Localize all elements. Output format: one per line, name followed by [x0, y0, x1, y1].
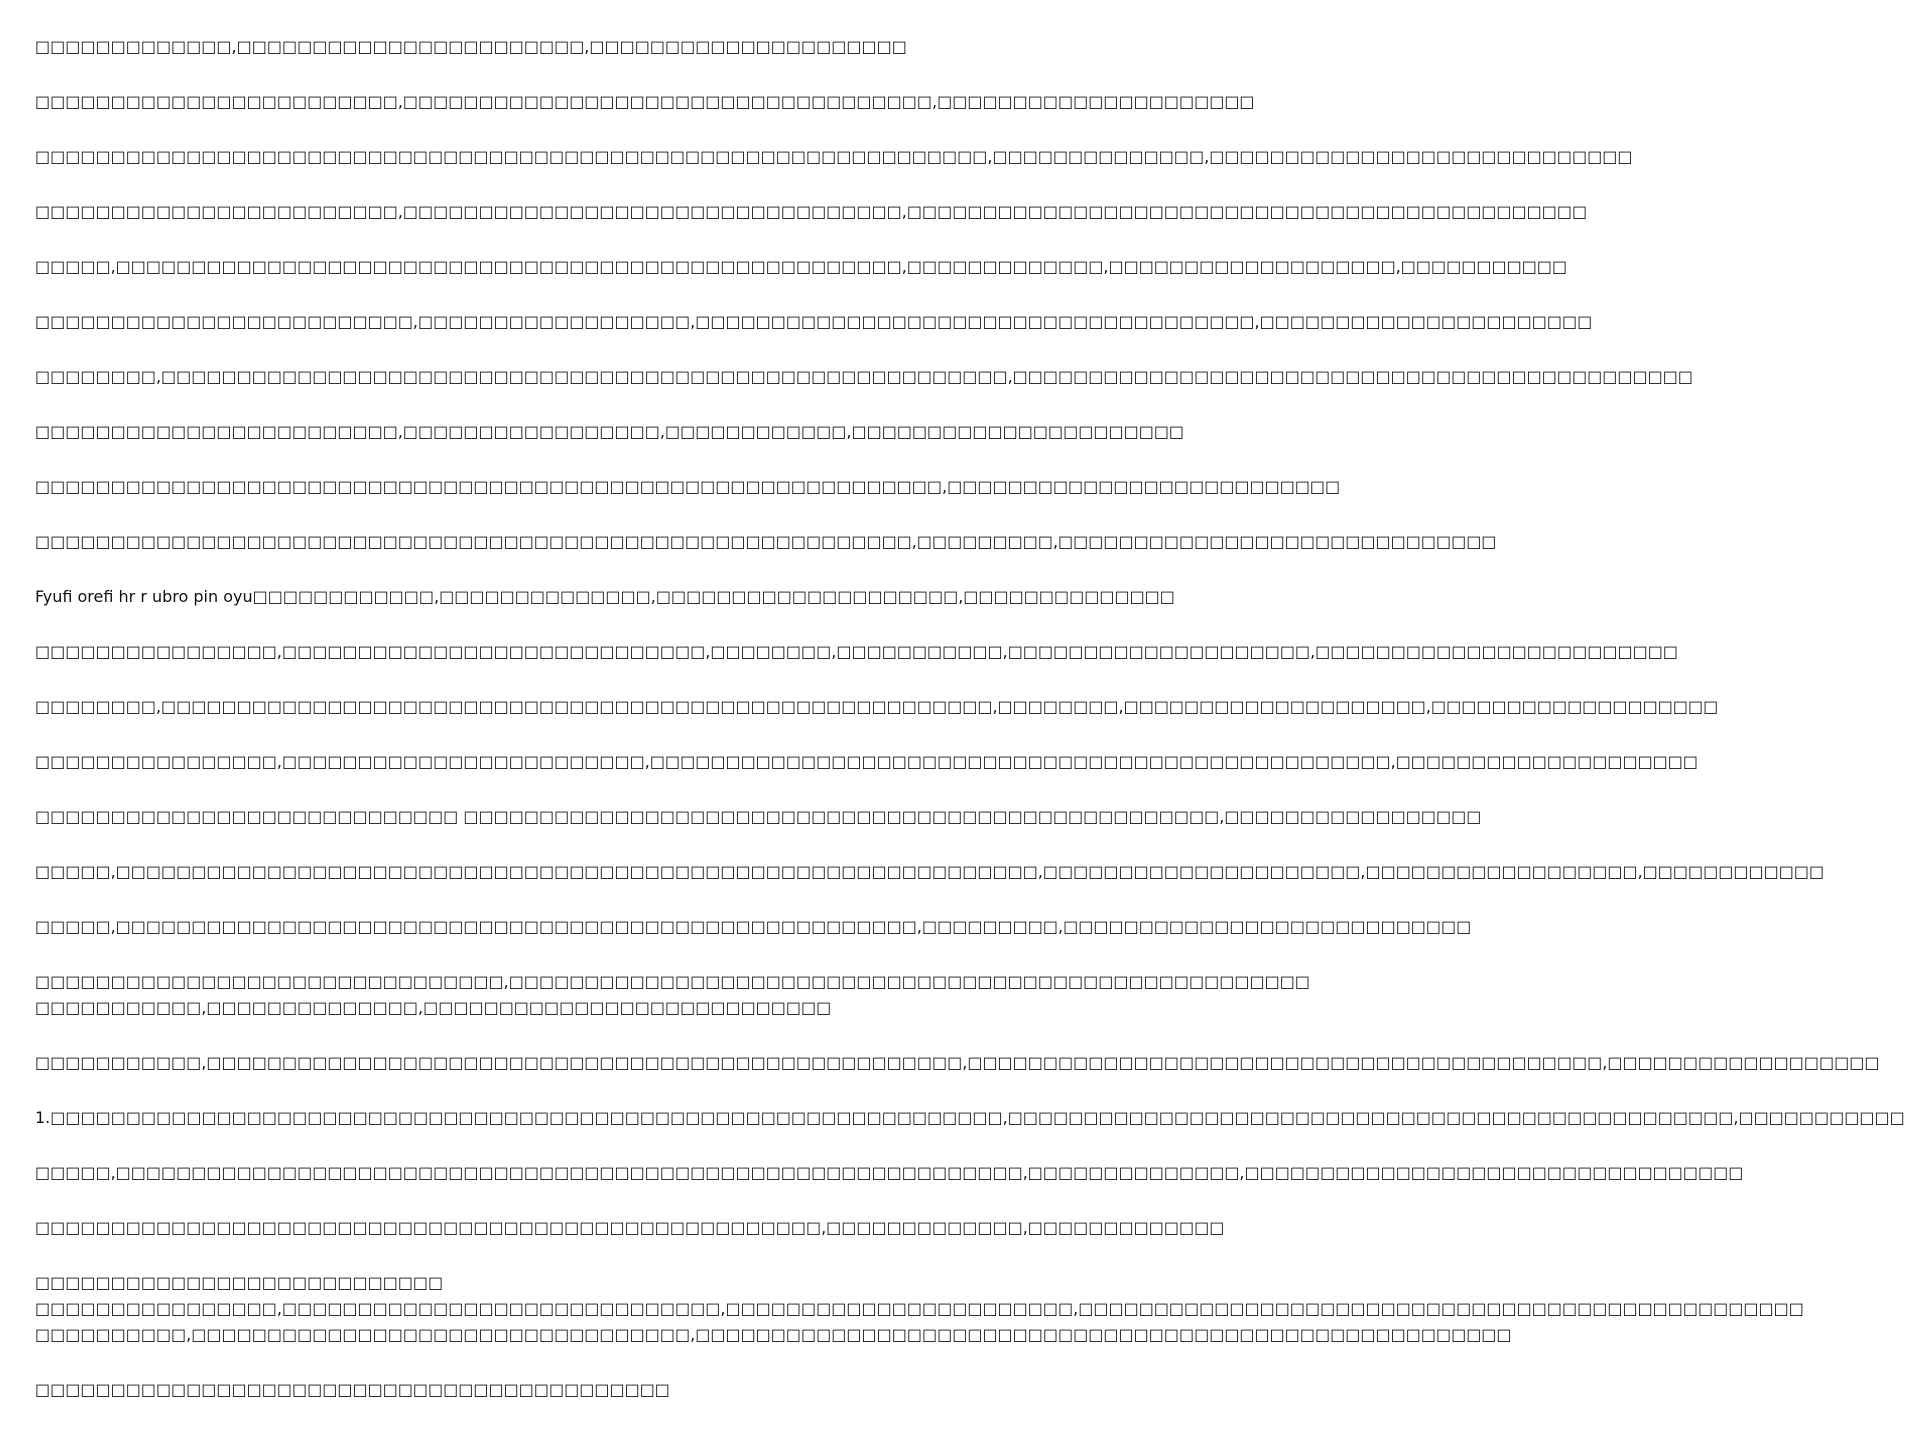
paragraph-2: □□□□□□□□□□□□□□□□□□□□□□□□,□□□□□□□□□□□□□□□□□□□□□□□□□□□□□□□□□□□,□□□□□□□□□□□□□□□□□□□□□	[35, 92, 1255, 111]
document-page	[35, 34, 1905, 1403]
paragraph-20: 1.□□□□□□□□□□□□□□□□□□□□□□□□□□□□□□□□□□□□□□□□□□□□□□□□□□□□□□□□□□□□□□□,□□□□□□□□□□□□□□□□□□□□□□□□□□□□□□□□□□□□□□□□□□□□□□□□,□□□□□□□□□□□	[35, 1108, 1905, 1127]
paragraph-5: □□□□□,□□□□□□□□□□□□□□□□□□□□□□□□□□□□□□□□□□□□□□□□□□□□□□□□□□□□,□□□□□□□□□□□□□,□□□□□□□□□□□□□□□□□□□,□□□□□□□□□□□	[35, 257, 1568, 276]
paragraph-12: □□□□□□□□□□□□□□□□,□□□□□□□□□□□□□□□□□□□□□□□□□□□□,□□□□□□□□,□□□□□□□□□□□,□□□□□□□□□□□□□□□□□□□□,□□□□□□□□□□□□□□□□□□□□□□□□	[35, 642, 1678, 661]
paragraph-21: □□□□□,□□□□□□□□□□□□□□□□□□□□□□□□□□□□□□□□□□□□□□□□□□□□□□□□□□□□□□□□□□□□,□□□□□□□□□□□□□□,□□□□□□□□□□□□□□□□□□□□□□□□□□□□□□□□□	[35, 1163, 1744, 1182]
paragraph-4: □□□□□□□□□□□□□□□□□□□□□□□□,□□□□□□□□□□□□□□□□□□□□□□□□□□□□□□□□□,□□□□□□□□□□□□□□□□□□□□□□□□□□□□□□□□□□□□□□□□□□□□□	[35, 202, 1588, 221]
paragraph-6: □□□□□□□□□□□□□□□□□□□□□□□□□,□□□□□□□□□□□□□□□□□□,□□□□□□□□□□□□□□□□□□□□□□□□□□□□□□□□□□□□□,□□□□□□□□□□□□□□□□□□□□□□	[35, 312, 1593, 331]
paragraph-17: □□□□□,□□□□□□□□□□□□□□□□□□□□□□□□□□□□□□□□□□□□□□□□□□□□□□□□□□□□□,□□□□□□□□□,□□□□□□□□□□□□□□□□□□□□□□□□□□□	[35, 917, 1472, 936]
paragraph-22: □□□□□□□□□□□□□□□□□□□□□□□□□□□□□□□□□□□□□□□□□□□□□□□□□□□□,□□□□□□□□□□□□□,□□□□□□□□□□□□□	[35, 1218, 1225, 1237]
paragraph-19: □□□□□□□□□□□,□□□□□□□□□□□□□□□□□□□□□□□□□□□□□□□□□□□□□□□□□□□□□□□□□□,□□□□□□□□□□□□□□□□□□□□□□□□□□□□□□□□□□□□□□□□□□,□□□□□□□□□□□□□□□□□□	[35, 1053, 1880, 1072]
paragraph-10: □□□□□□□□□□□□□□□□□□□□□□□□□□□□□□□□□□□□□□□□□□□□□□□□□□□□□□□□□□,□□□□□□□□□,□□□□□□□□□□□□□□□□□□□□□□□□□□□□□	[35, 532, 1497, 551]
paragraph-15: □□□□□□□□□□□□□□□□□□□□□□□□□□□□ □□□□□□□□□□□□□□□□□□□□□□□□□□□□□□□□□□□□□□□□□□□□□□□□□□,□□□□□□□□□□□□□□□□□	[35, 807, 1482, 826]
paragraph-14: □□□□□□□□□□□□□□□□,□□□□□□□□□□□□□□□□□□□□□□□□,□□□□□□□□□□□□□□□□□□□□□□□□□□□□□□□□□□□□□□□□□□□□□□□□□,□□□□□□□□□□□□□□□□□□□□	[35, 752, 1699, 771]
paragraph-3: □□□□□□□□□□□□□□□□□□□□□□□□□□□□□□□□□□□□□□□□□□□□□□□□□□□□□□□□□□□□□□□,□□□□□□□□□□□□□□,□□□□□□□□□□□□□□□□□□□□□□□□□□□□	[35, 147, 1633, 166]
paragraph-23: □□□□□□□□□□□□□□□□□□□□□□□□□□□ □□□□□□□□□□□□□□□□,□□□□□□□□□□□□□□□□□□□□□□□□□□□□□,□□□□□□□□□□□□□□□□□□□□□□□,□□□□□□□□□□□□□□□□□□□□□□□□□□□□□□□□□□□□□□□□□□□□□□□□ □□□□□□□□□□,□□□□□□□□□□□□□□□□□□□□□□□□□□□□□□□□□,□□□□□□□□□□□□□□□□□□□□□□□□□□□□□□□□□□□□□□□□□□□□□□□□□□□□□□	[35, 1273, 1804, 1344]
paragraph-16: □□□□□,□□□□□□□□□□□□□□□□□□□□□□□□□□□□□□□□□□□□□□□□□□□□□□□□□□□□□□□□□□□□□,□□□□□□□□□□□□□□□□□□□□□,□□□□□□□□□□□□□□□□□□,□□□□□□□□□□□□	[35, 862, 1825, 881]
paragraph-9: □□□□□□□□□□□□□□□□□□□□□□□□□□□□□□□□□□□□□□□□□□□□□□□□□□□□□□□□□□□□,□□□□□□□□□□□□□□□□□□□□□□□□□□	[35, 477, 1341, 496]
paragraph-11: Fyufi orefi hr r ubro pin oyu□□□□□□□□□□□□,□□□□□□□□□□□□□□,□□□□□□□□□□□□□□□□□□□□,□□□□□□□□□□□□□□	[35, 587, 1175, 606]
paragraph-13: □□□□□□□□,□□□□□□□□□□□□□□□□□□□□□□□□□□□□□□□□□□□□□□□□□□□□□□□□□□□□□□□,□□□□□□□□,□□□□□□□□□□□□□□□□□□□□,□□□□□□□□□□□□□□□□□□□	[35, 697, 1719, 716]
paragraph-7: □□□□□□□□,□□□□□□□□□□□□□□□□□□□□□□□□□□□□□□□□□□□□□□□□□□□□□□□□□□□□□□□□,□□□□□□□□□□□□□□□□□□□□□□□□□□□□□□□□□□□□□□□□□□□□□	[35, 367, 1693, 386]
paragraph-1: □□□□□□□□□□□□□,□□□□□□□□□□□□□□□□□□□□□□□,□□□□□□□□□□□□□□□□□□□□□	[35, 37, 907, 56]
paragraph-24: □□□□□□□□□□□□□□□□□□□□□□□□□□□□□□□□□□□□□□□□□□	[35, 1380, 670, 1399]
paragraph-8: □□□□□□□□□□□□□□□□□□□□□□□□,□□□□□□□□□□□□□□□□□,□□□□□□□□□□□□,□□□□□□□□□□□□□□□□□□□□□□	[35, 422, 1185, 441]
paragraph-18: □□□□□□□□□□□□□□□□□□□□□□□□□□□□□□□,□□□□□□□□□□□□□□□□□□□□□□□□□□□□□□□□□□□□□□□□□□□□□□□□□□□□□ □□□□□□□□□□□,□□□□□□□□□□□□□□,□□□□□□□□□□□□□□□□□□□□□□□□□□□	[35, 972, 1310, 1017]
